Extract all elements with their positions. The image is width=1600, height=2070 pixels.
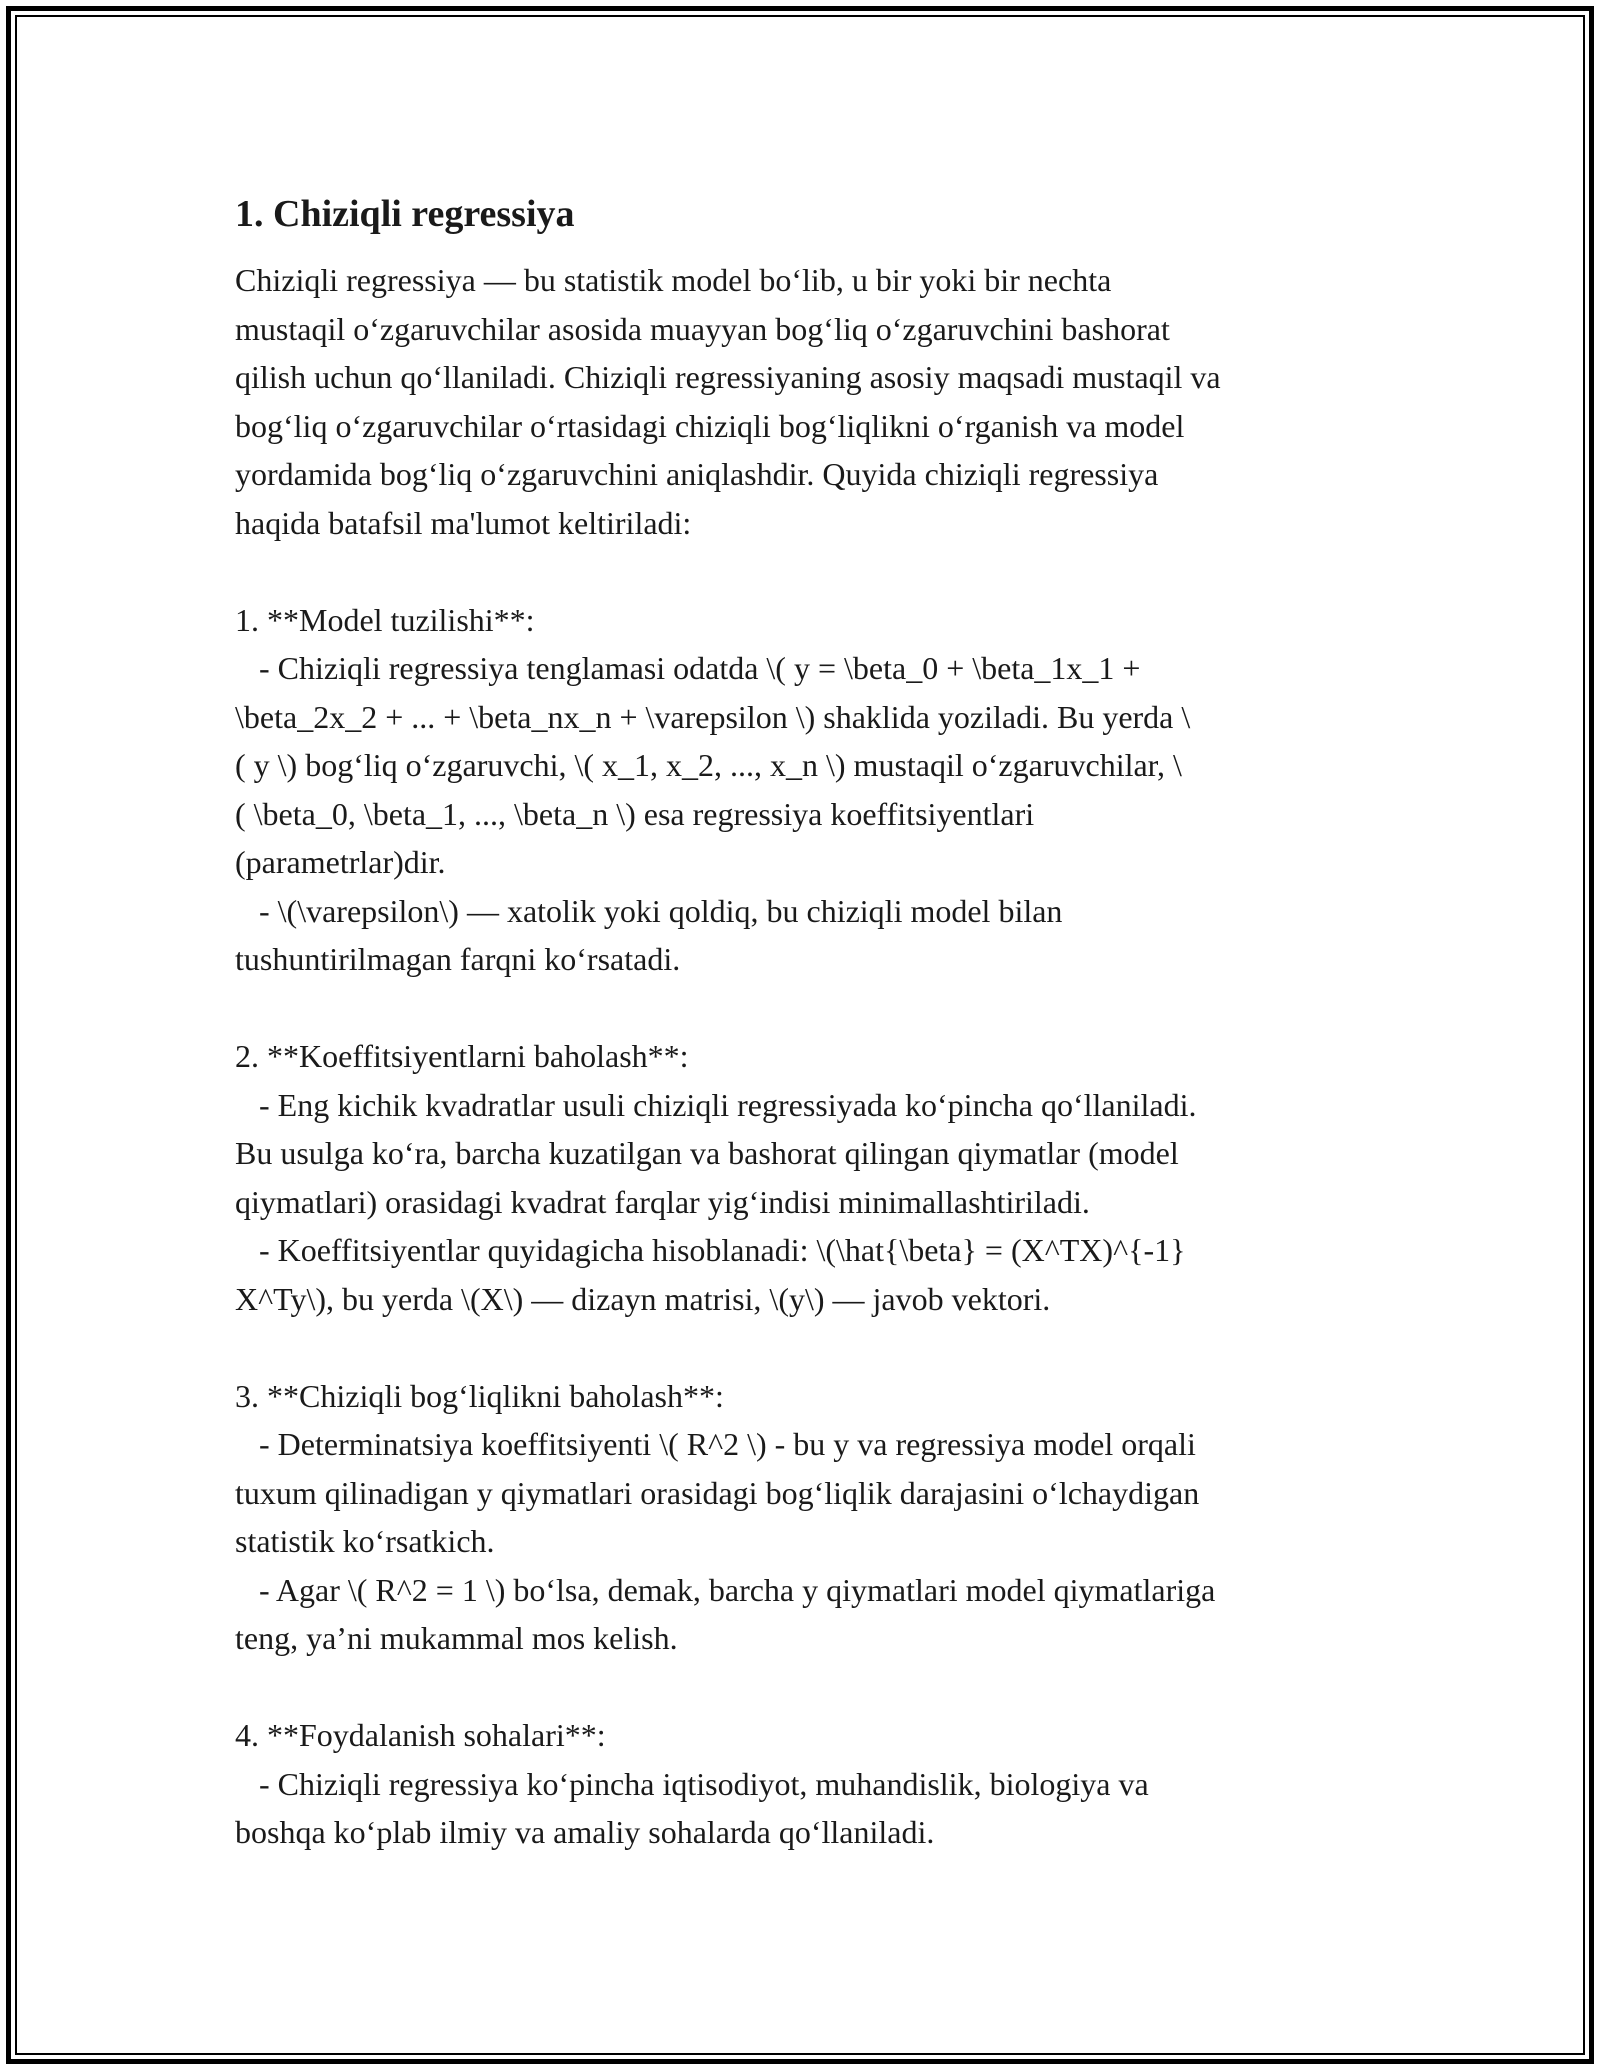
document-page [235,188,1390,1857]
text-line: Bu usulga ko‘ra, barcha kuzatilgan va bashorat qilingan qiymatlar (model [235,1135,1179,1171]
text-line: teng, ya’ni mukammal mos kelish. [235,1620,678,1656]
text-line: \beta_2x_2 + ... + \beta_nx_n + \varepsilon \) shaklida yoziladi. Bu yerda \ [235,698,1191,735]
list-item-heading: 4. **Foydalanish sohalari**: [235,1717,606,1753]
section-body [235,256,1390,1857]
text-line: - Eng kichik kvadratlar usuli chiziqli regressiyada ko‘pincha qo‘llaniladi. [235,1086,1197,1123]
list-item-heading: 2. **Koeffitsiyentlarni baholash**: [235,1038,689,1074]
text-line: tushuntirilmagan farqni ko‘rsatadi. [235,941,681,977]
text-line: bog‘liq o‘zgaruvchilar o‘rtasidagi chiziqli bog‘liqlikni o‘rganish va model [235,407,1185,444]
text-line: - \(\varepsilon\) — xatolik yoki qoldiq, bu chiziqli model bilan [235,892,1063,929]
text-line: X^Ty\), bu yerda \(X\) — dizayn matrisi, \(y\) — javob vektori. [235,1280,1051,1317]
blank-line [235,1663,1390,1712]
text-line: statistik ko‘rsatkich. [235,1523,495,1559]
section-heading: 1. Chiziqli regressiya [235,193,575,235]
list-item-heading: 3. **Chiziqli bog‘liqlikni baholash**: [235,1377,724,1414]
text-line: mustaqil o‘zgaruvchilar asosida muayyan bog‘liq o‘zgaruvchini bashorat [235,310,1170,347]
text-line: boshqa ko‘plab ilmiy va amaliy sohalarda qo‘llaniladi. [235,1814,935,1850]
text-line: - Chiziqli regressiya ko‘pincha iqtisodiyot, muhandislik, biologiya va [235,1765,1149,1802]
blank-line [235,984,1390,1033]
text-line: qilish uchun qo‘llaniladi. Chiziqli regressiyaning asosiy maqsadi mustaqil va [235,359,1221,395]
text-line: yordamida bog‘liq o‘zgaruvchini aniqlashdir. Quyida chiziqli regressiya [235,456,1159,492]
blank-line [235,1323,1390,1372]
list-item-heading: 1. **Model tuzilishi**: [235,601,535,638]
text-line: (parametrlar)dir. [235,844,446,880]
text-line: - Chiziqli regressiya tenglamasi odatda \( y = \beta_0 + \beta_1x_1 + [235,650,1141,686]
text-line: - Agar \( R^2 = 1 \) bo‘lsa, demak, barcha y qiymatlari model qiymatlariga [235,1571,1216,1608]
text-line: - Determinatsiya koeffitsiyenti \( R^2 \) - bu y va regressiya model orqali [235,1426,1196,1462]
text-line: haqida batafsil ma'lumot keltiriladi: [235,504,692,541]
blank-line [235,547,1390,596]
text-line: tuxum qilinadigan y qiymatlari orasidagi bog‘liqlik darajasini o‘lchaydigan [235,1474,1200,1511]
text-line: - Koeffitsiyentlar quyidagicha hisoblanadi: \(\hat{\beta} = (X^TX)^{-1} [235,1232,1186,1268]
text-line: ( y \) bog‘liq o‘zgaruvchi, \( x_1, x_2, ..., x_n \) mustaqil o‘zgaruvchilar, \ [235,747,1182,783]
text-line: qiymatlari) orasidagi kvadrat farqlar yig‘indisi minimallashtiriladi. [235,1183,1090,1220]
text-line: ( \beta_0, \beta_1, ..., \beta_n \) esa regressiya koeffitsiyentlari [235,795,1035,832]
text-line: Chiziqli regressiya — bu statistik model bo‘lib, u bir yoki bir nechta [235,262,1112,298]
